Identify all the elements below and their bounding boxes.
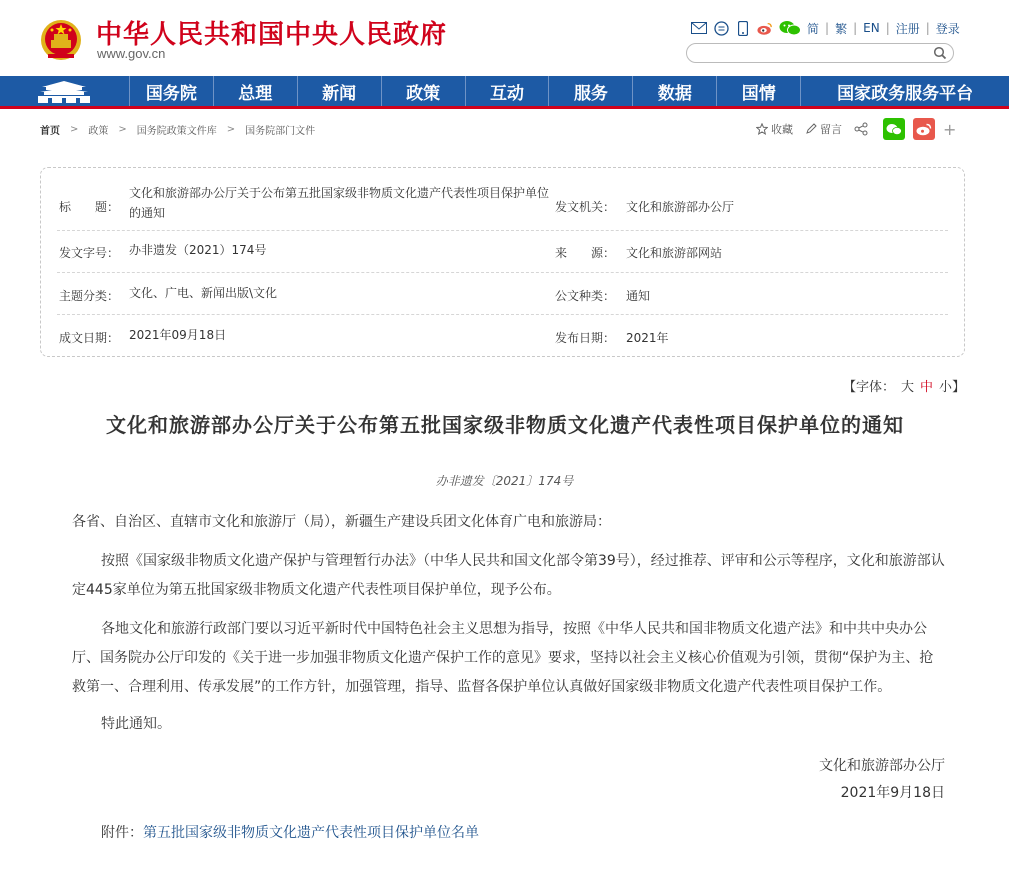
- site-url: www.gov.cn: [97, 46, 166, 61]
- wechat-icon[interactable]: [779, 20, 801, 36]
- breadcrumb-home[interactable]: 首页: [40, 125, 60, 137]
- attachment: [101, 822, 479, 842]
- site-header: [0, 0, 1009, 76]
- top-links: [691, 19, 960, 37]
- font-size-close-bracket: 】: [952, 380, 966, 395]
- publish-date-value: 2021年: [626, 331, 669, 345]
- wechat-share-button[interactable]: [883, 118, 905, 140]
- written-date-label: 成文日期：: [59, 331, 120, 345]
- separator: |: [825, 21, 830, 35]
- breadcrumb-policy-library[interactable]: 国务院政策文件库: [136, 125, 217, 137]
- separator: |: [925, 21, 930, 35]
- separator: |: [853, 21, 858, 35]
- title-value: 文化和旅游部办公厅关于公布第五批国家级非物质文化遗产代表性项目保护单位的通知: [129, 186, 550, 220]
- weibo-icon: [916, 123, 932, 136]
- font-size-selector: [843, 376, 965, 395]
- article-title: 文化和旅游部办公厅关于公布第五批国家级非物质文化遗产代表性项目保护单位的通知: [106, 413, 904, 437]
- doc-type-value: 通知: [626, 289, 651, 303]
- doc-number-label: 发文字号：: [59, 246, 120, 260]
- register-link[interactable]: 注册: [895, 21, 920, 36]
- title-label: 标 题：: [59, 200, 120, 214]
- favorite-button[interactable]: [756, 121, 793, 137]
- main-nav: [0, 76, 1009, 109]
- salutation: 各省、自治区、直辖市文化和旅游厅（局），新疆生产建设兵团文化体育广电和旅游局：: [72, 514, 611, 530]
- feedback-icon[interactable]: [713, 20, 729, 36]
- search-input[interactable]: [697, 45, 927, 61]
- signing-date: 2021年9月18日: [840, 785, 945, 801]
- nav-national-info[interactable]: 国情: [717, 76, 801, 106]
- breadcrumb-department-docs[interactable]: 国务院部门文件: [245, 125, 316, 137]
- more-share-button[interactable]: [943, 120, 956, 139]
- info-row: [57, 315, 948, 357]
- national-emblem-icon: [40, 18, 82, 62]
- nav-gov-service-platform[interactable]: 国家政务服务平台: [837, 83, 974, 104]
- doc-number-value: 办非遗发（2021）174号: [129, 243, 267, 257]
- paragraph-1: 按照《国家级非物质文化遗产保护与管理暂行办法》（中华人民共和国文化部令第39号），经过推荐、评审和公示等程序，文化和旅游部认定445家单位为第五批国家级非物质文化遗产代表性项目保护单位，现予公布。: [72, 553, 945, 598]
- search-icon[interactable]: [933, 46, 947, 60]
- nav-data[interactable]: 数据: [633, 76, 717, 106]
- breadcrumb-separator: >: [226, 123, 236, 135]
- comment-label: 留言: [820, 123, 842, 136]
- topic-value: 文化、广电、新闻出版\文化: [129, 286, 278, 300]
- article-doc-number: 办非遗发〔2021〕174号: [435, 474, 574, 488]
- publish-date-label: 发布日期：: [555, 331, 616, 345]
- pen-icon: [805, 123, 817, 135]
- breadcrumb-separator: >: [70, 123, 79, 135]
- separator: |: [885, 21, 890, 35]
- search-box: [686, 43, 954, 63]
- info-row: [57, 231, 948, 273]
- article-tools: [756, 118, 968, 140]
- nav-premier[interactable]: 总理: [214, 76, 298, 106]
- simplified-link[interactable]: 简: [807, 21, 820, 36]
- breadcrumb-policy[interactable]: 政策: [88, 125, 109, 137]
- breadcrumb-separator: >: [118, 123, 127, 135]
- mobile-icon[interactable]: [735, 20, 751, 36]
- font-size-label: 【字体：: [843, 380, 896, 395]
- mail-icon[interactable]: [691, 20, 707, 36]
- login-link[interactable]: 登录: [935, 21, 960, 36]
- traditional-link[interactable]: 繁: [835, 21, 848, 36]
- source-value: 文化和旅游部网站: [626, 246, 723, 260]
- nav-service[interactable]: 服务: [549, 76, 633, 106]
- breadcrumb: [40, 122, 315, 136]
- nav-interaction[interactable]: 互动: [466, 76, 550, 106]
- favorite-label: 收藏: [771, 123, 793, 136]
- nav-news[interactable]: 新闻: [298, 76, 382, 106]
- attachment-link[interactable]: 第五批国家级非物质文化遗产代表性项目保护单位名单: [143, 825, 479, 841]
- font-size-small[interactable]: 小: [939, 380, 953, 395]
- weibo-share-button[interactable]: [913, 118, 935, 140]
- tiananmen-logo-icon[interactable]: [0, 76, 130, 106]
- closing-text: 特此通知。: [101, 716, 171, 732]
- nav-policy[interactable]: 政策: [382, 76, 466, 106]
- source-label: 来 源：: [555, 246, 616, 260]
- signer: 文化和旅游部办公厅: [819, 758, 945, 774]
- weibo-icon[interactable]: [757, 20, 773, 36]
- share-icon: [854, 122, 868, 136]
- info-row: [57, 273, 948, 315]
- star-icon: [756, 123, 768, 135]
- topic-label: 主题分类：: [59, 289, 120, 303]
- font-size-medium[interactable]: 中: [920, 380, 934, 395]
- issuer-value: 文化和旅游部办公厅: [626, 200, 735, 214]
- nav-state-council[interactable]: 国务院: [130, 76, 214, 106]
- comment-button[interactable]: [805, 121, 842, 137]
- doc-type-label: 公文种类：: [555, 289, 616, 303]
- english-link[interactable]: EN: [863, 21, 880, 35]
- written-date-value: 2021年09月18日: [129, 328, 227, 342]
- font-size-large[interactable]: 大: [901, 380, 915, 395]
- share-button[interactable]: [854, 122, 871, 136]
- attachment-label: 附件：: [101, 825, 143, 841]
- plus-icon: +: [943, 119, 957, 139]
- issuer-label: 发文机关：: [555, 200, 616, 214]
- wechat-icon: [886, 123, 902, 136]
- document-info-table: [40, 167, 965, 357]
- paragraph-2: 各地文化和旅游行政部门要以习近平新时代中国特色社会主义思想为指导，按照《中华人民共和国非物质文化遗产法》和中共中央办公厅、国务院办公厅印发的《关于进一步加强非物质文化遗产保护工作的意见》要求，坚持以社会主义核心价值观为引领，贯彻“保护为主、抢救第一、合理利用、传承发展”的工作方针，加强管理，指导、监督各保护单位认真做好国家级非物质文化遗产代表性项目保护工作。: [72, 621, 934, 695]
- info-row: [57, 178, 948, 231]
- site-title[interactable]: 中华人民共和国中央人民政府: [96, 20, 448, 50]
